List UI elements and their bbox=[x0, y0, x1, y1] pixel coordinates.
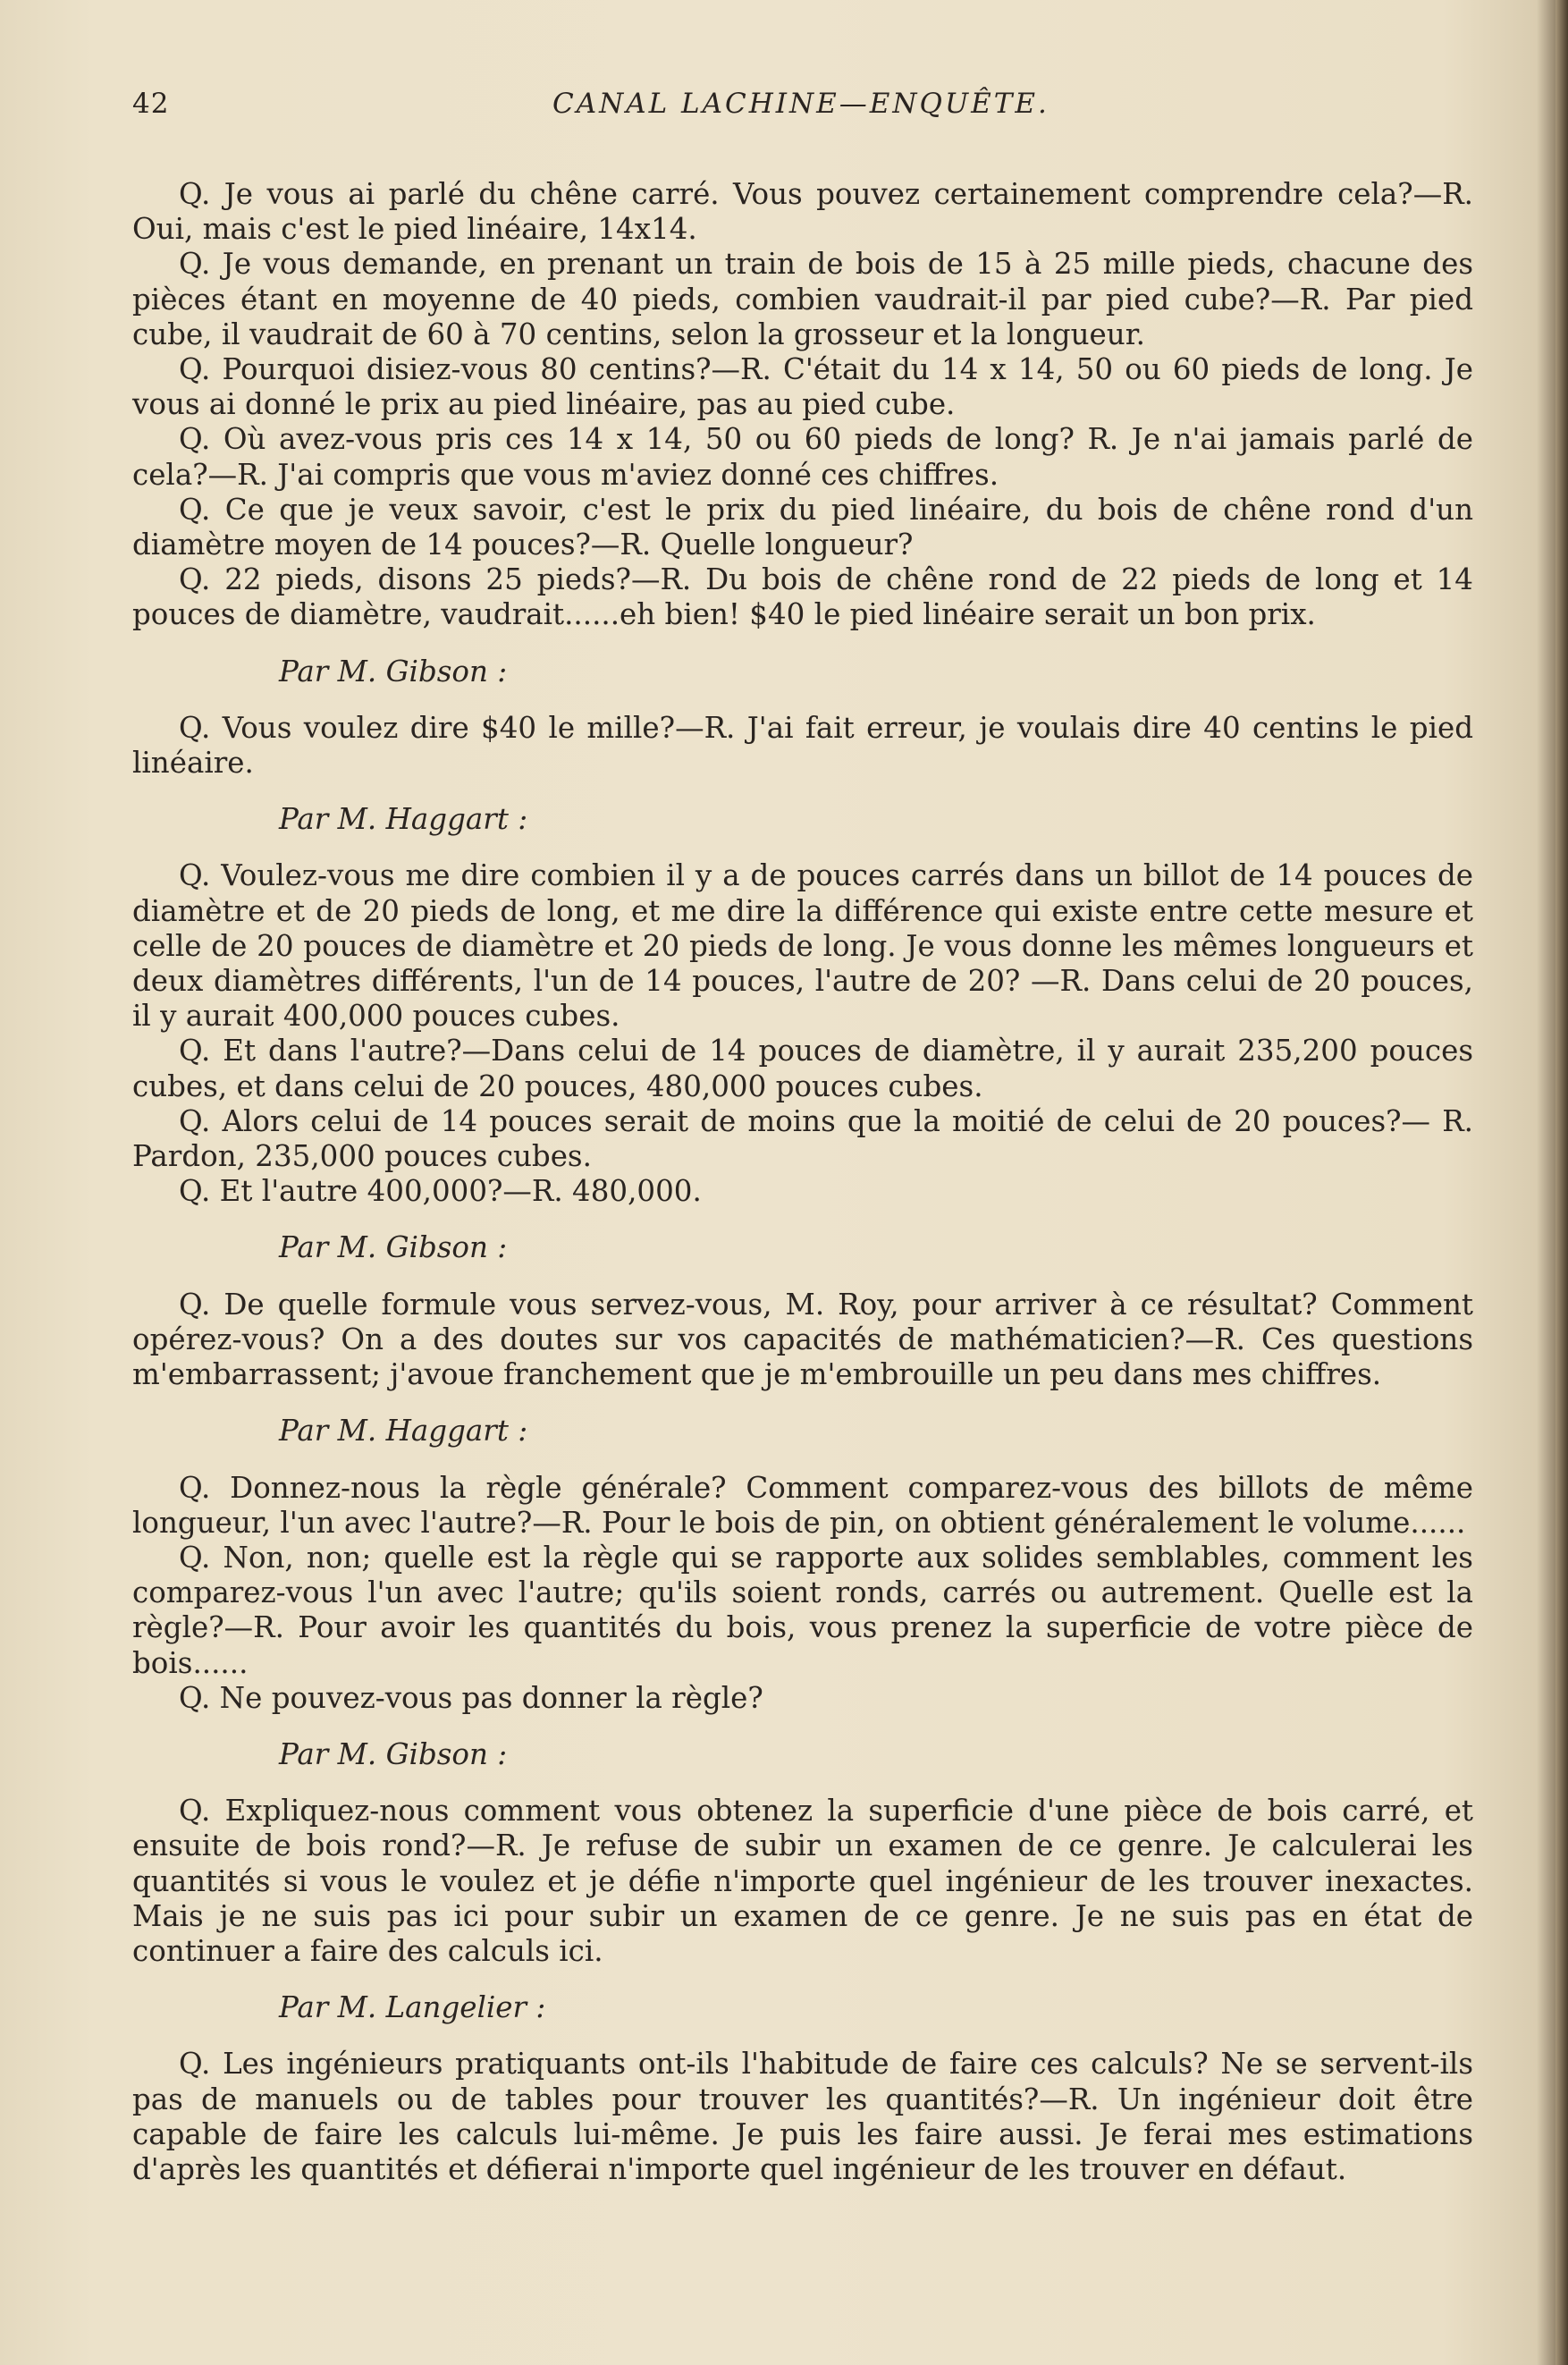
paragraph: Q. De quelle formule vous servez-vous, M. Roy, pour arriver à ce résultat? Comment opérez-vous? On a des doutes sur vos capacités de mathématicien?—R. Ces questions m'embarrassent; j'avoue franchement que je m'embrouille un peu dans mes chiffres. bbox=[132, 1287, 1473, 1392]
paragraph: Q. Non, non; quelle est la règle qui se rapporte aux solides semblables, comment les comparez-vous l'un avec l'autre; qu'ils soient ronds, carrés ou autrement. Quelle est la règle?—R. Pour avoir les quantités du bois, vous prenez la superficie de votre pièce de bois...... bbox=[132, 1540, 1473, 1680]
paragraph: Q. Vous voulez dire $40 le mille?—R. J'ai fait erreur, je voulais dire 40 centins le pied linéaire. bbox=[132, 710, 1473, 781]
running-title: CANAL LACHINE—ENQUÊTE. bbox=[552, 88, 1050, 120]
paragraph: Q. Les ingénieurs pratiquants ont-ils l'habitude de faire ces calculs? Ne se servent-ils pas de manuels ou de tables pour trouver les quantités?—R. Un ingénieur doit être capable de faire les calculs lui-même. Je puis les faire aussi. Je ferai mes estimations d'après les quantités et défierai n'importe quel ingénieur de les trouver en défaut. bbox=[132, 2047, 1473, 2186]
paragraph: Q. Je vous ai parlé du chêne carré. Vous pouvez certainement comprendre cela?—R. Oui, mais c'est le pied linéaire, 14x14. bbox=[132, 177, 1473, 247]
page-edge-shadow bbox=[1555, 0, 1568, 2365]
paragraph: Q. Où avez-vous pris ces 14 x 14, 50 ou 60 pieds de long? R. Je n'ai jamais parlé de cela?—R. J'ai compris que vous m'aviez donné ces chiffres. bbox=[132, 422, 1473, 492]
paragraph: Q. Ce que je veux savoir, c'est le prix du pied linéaire, du bois de chêne rond d'un diamètre moyen de 14 pouces?—R. Quelle longueur? bbox=[132, 492, 1473, 562]
paragraph: Q. Ne pouvez-vous pas donner la règle? bbox=[179, 1680, 763, 1715]
speaker-heading: Par M. Haggart : bbox=[279, 1414, 528, 1449]
paragraph: Q. Et l'autre 400,000?—R. 480,000. bbox=[179, 1174, 702, 1209]
paragraph: Q. Expliquez-nous comment vous obtenez la superficie d'une pièce de bois carré, et ensuite de bois rond?—R. Je refuse de subir un examen de ce genre. Je calculerai les quantités si vous le voulez et je défie n'importe quel ingénieur de les trouver inexactes. Mais je ne suis pas ici pour subir un examen de ce genre. Je ne suis pas en état de continuer a faire des calculs ici. bbox=[132, 1794, 1473, 1968]
paragraph: Q. Donnez-nous la règle générale? Comment comparez-vous des billots de même longueur, l'un avec l'autre?—R. Pour le bois de pin, on obtient généralement le volume...... bbox=[132, 1470, 1473, 1540]
speaker-heading: Par M. Gibson : bbox=[279, 1736, 508, 1771]
speaker-heading: Par M. Langelier : bbox=[279, 1990, 546, 2025]
speaker-heading: Par M. Gibson : bbox=[279, 1230, 508, 1265]
speaker-heading: Par M. Haggart : bbox=[279, 802, 528, 837]
paragraph: Q. Pourquoi disiez-vous 80 centins?—R. C'était du 14 x 14, 50 ou 60 pieds de long. Je vous ai donné le prix au pied linéaire, pas au pied cube. bbox=[132, 352, 1473, 422]
paragraph: Q. Alors celui de 14 pouces serait de moins que la moitié de celui de 20 pouces?— R. Pardon, 235,000 pouces cubes. bbox=[132, 1103, 1473, 1174]
running-head bbox=[132, 88, 1473, 132]
page-number: 42 bbox=[132, 88, 170, 120]
paragraph: Q. Je vous demande, en prenant un train de bois de 15 à 25 mille pieds, chacune des pièces étant en moyenne de 40 pieds, combien vaudrait-il par pied cube?—R. Par pied cube, il vaudrait de 60 à 70 centins, selon la grosseur et la longueur. bbox=[132, 247, 1473, 351]
document-body bbox=[132, 177, 1473, 2187]
speaker-heading: Par M. Gibson : bbox=[279, 654, 508, 688]
paragraph: Q. 22 pieds, disons 25 pieds?—R. Du bois de chêne rond de 22 pieds de long et 14 pouces de diamètre, vaudrait......eh bien! $40 le pied linéaire serait un bon prix. bbox=[132, 562, 1473, 632]
paragraph: Q. Et dans l'autre?—Dans celui de 14 pouces de diamètre, il y aurait 235,200 pouces cubes, et dans celui de 20 pouces, 480,000 pouces cubes. bbox=[132, 1034, 1473, 1103]
paragraph: Q. Voulez-vous me dire combien il y a de pouces carrés dans un billot de 14 pouces de diamètre et de 20 pieds de long, et me dire la différence qui existe entre cette mesure et celle de 20 pouces de diamètre et 20 pieds de long. Je vous donne les mêmes longueurs et deux diamètres différents, l'un de 14 pouces, l'autre de 20? —R. Dans celui de 20 pouces, il y aurait 400,000 pouces cubes. bbox=[132, 858, 1473, 1034]
